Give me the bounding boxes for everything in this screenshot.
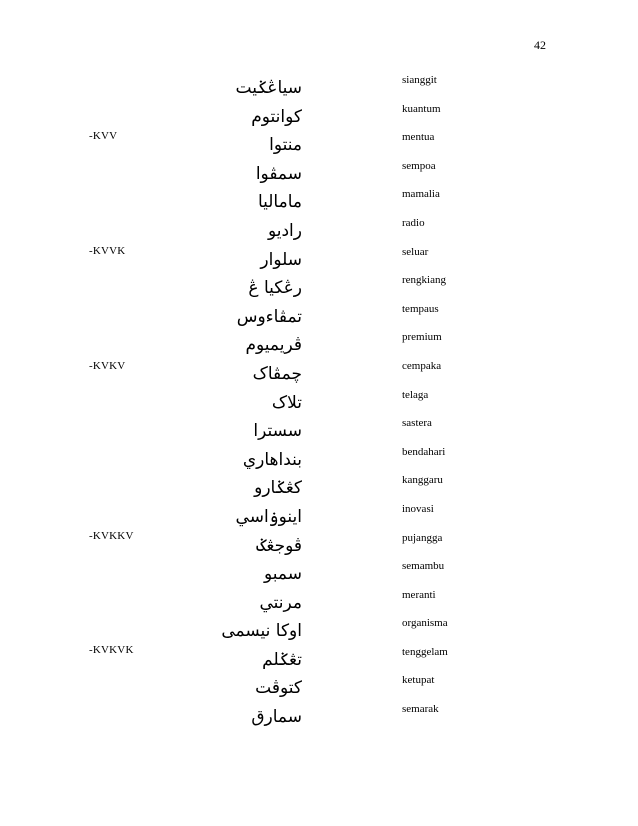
rumi-word: semarak [402,703,439,716]
rumi-word-column [402,72,522,730]
jawi-word: منتوا [269,135,302,156]
jawi-word: تڠݢلم [262,649,302,670]
pattern-label-kvkv: -KVKV [89,360,126,372]
jawi-word: ڤريميوم [245,335,302,356]
rumi-word: sianggit [402,74,437,86]
pattern-label-kvkkv: -KVKKV [89,530,134,542]
jawi-word: ماماليا [257,192,302,213]
rumi-word: telaga [402,388,429,401]
pattern-label-kvv: -KVV [89,130,118,142]
rumi-word: sastera [402,417,432,430]
jawi-word: سسترا [253,421,302,442]
jawi-word: سلوار [260,249,302,270]
jawi-word-column [218,74,302,732]
rumi-word: sempoa [402,159,436,172]
rumi-word: tenggelam [402,645,448,658]
rumi-word: meranti [402,588,436,601]
jawi-word: تلاک [271,392,302,413]
pattern-label-kvkvk: -KVKVK [89,644,134,656]
rumi-word: cempaka [402,359,442,372]
rumi-word: kuantum [402,102,441,115]
jawi-word: تمڤاءوس [236,306,302,327]
rumi-word: tempaus [402,302,439,315]
rumi-word: ketupat [402,674,435,687]
jawi-word: مرنتي [259,592,302,613]
rumi-word: radio [402,216,425,229]
jawi-word: اينوۏاسي [235,506,302,527]
rumi-word: premium [402,331,442,344]
jawi-word: راديو [267,220,302,241]
rumi-word: inovasi [402,502,434,515]
jawi-word: سمڤوا [255,163,302,184]
rumi-word: organisma [402,617,448,630]
jawi-word: کڠݢارو [254,478,302,499]
jawi-word: بنداهاري [242,449,302,470]
jawi-word: چمڤاک [252,363,302,384]
rumi-word: seluar [402,245,429,258]
rumi-word: pujangga [402,531,443,544]
jawi-word: ڤوجڠݢ [256,535,302,556]
jawi-word: سياڠݢيت [235,78,302,98]
jawi-word: سمبو [264,564,302,585]
rumi-word: kanggaru [402,474,443,487]
jawi-word: كتوڤت [255,678,302,699]
jawi-word: كوانتوم [251,106,302,127]
rumi-word: semambu [402,560,445,573]
rumi-word: mentua [402,131,435,144]
rumi-word: rengkiang [402,274,446,287]
jawi-word: رڠكيا ڠ [248,278,302,299]
jawi-word: اوكا نيسمى [221,621,302,642]
rumi-word: bendahari [402,445,446,458]
rumi-word: mamalia [402,188,440,201]
jawi-word: سمارق [251,707,302,728]
pattern-label-kvvk: -KVVK [89,245,126,257]
page-number: 42 [534,38,546,52]
